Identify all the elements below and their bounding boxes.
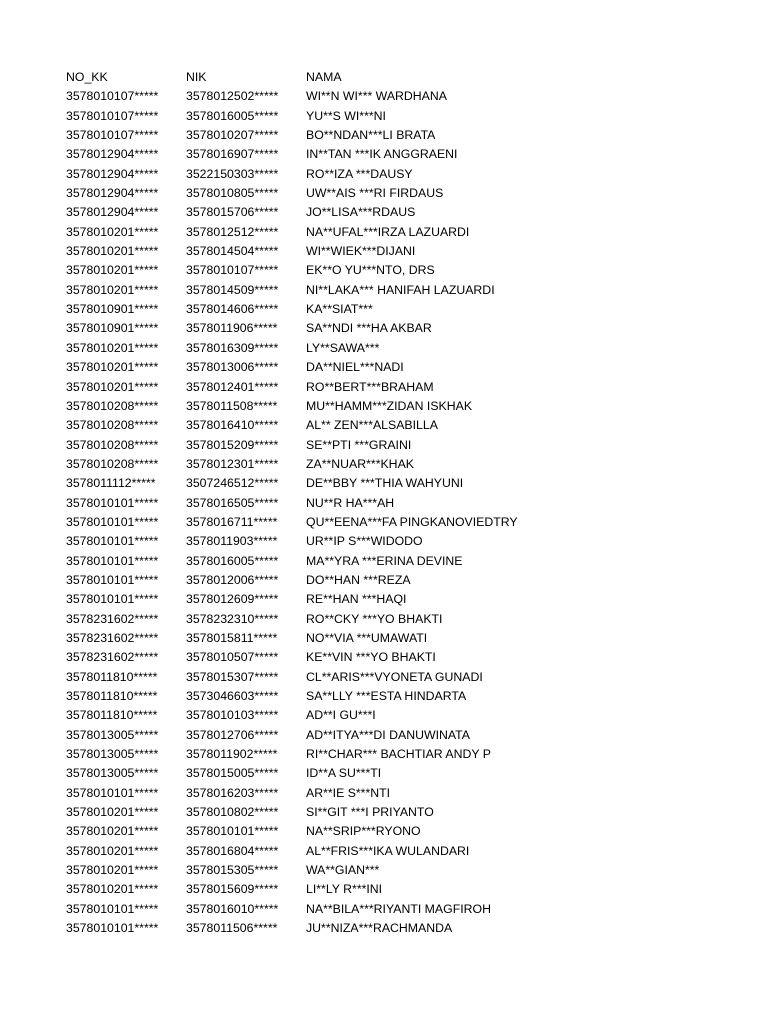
cell-no-kk: 3578010201***** xyxy=(66,224,159,239)
table-row xyxy=(66,706,726,725)
table-row xyxy=(66,455,726,474)
cell-nama: CL**ARIS***VYONETA GUNADI xyxy=(306,669,483,684)
cell-nama: RO**BERT***BRAHAM xyxy=(306,379,434,394)
cell-nama: RE**HAN ***HAQI xyxy=(306,592,407,607)
cell-nama: KA**SIAT*** xyxy=(306,302,373,317)
cell-no-kk: 3578012904***** xyxy=(66,166,159,181)
cell-nik: 3578016010***** xyxy=(186,901,279,916)
table-row xyxy=(66,436,726,455)
cell-nama: JU**NIZA***RACHMANDA xyxy=(306,921,453,936)
table-row xyxy=(66,532,726,551)
cell-nik: 3578012006***** xyxy=(186,572,279,587)
cell-nama: NA**UFAL***IRZA LAZUARDI xyxy=(306,224,470,239)
cell-no-kk: 3578011810***** xyxy=(66,708,158,723)
table-row xyxy=(66,107,726,126)
cell-no-kk: 3578010101***** xyxy=(66,514,159,529)
cell-no-kk: 3578010201***** xyxy=(66,863,159,878)
cell-nama: JO**LISA***RDAUS xyxy=(306,205,416,220)
cell-nama: NA**BILA***RIYANTI MAGFIROH xyxy=(306,901,491,916)
table-row xyxy=(66,629,726,648)
table-row xyxy=(66,281,726,300)
cell-nik: 3578010101***** xyxy=(186,824,279,839)
cell-no-kk: 3578010101***** xyxy=(66,592,159,607)
cell-no-kk: 3578010101***** xyxy=(66,901,159,916)
cell-nama: NA**SRIP***RYONO xyxy=(306,824,421,839)
cell-no-kk: 3578010208***** xyxy=(66,398,159,413)
cell-nik: 3507246512***** xyxy=(186,476,279,491)
table-row xyxy=(66,803,726,822)
cell-nik: 3578016005***** xyxy=(186,108,279,123)
table-row xyxy=(66,87,726,106)
cell-nama: WI**N WI*** WARDHANA xyxy=(306,89,447,104)
table-row xyxy=(66,726,726,745)
cell-nik: 3578011506***** xyxy=(186,921,278,936)
cell-no-kk: 3578010101***** xyxy=(66,495,159,510)
cell-nama: NI**LAKA*** HANIFAH LAZUARDI xyxy=(306,282,495,297)
cell-nama: LY**SAWA*** xyxy=(306,340,380,355)
cell-no-kk: 3578010107***** xyxy=(66,108,159,123)
table-row xyxy=(66,126,726,145)
cell-nik: 3522150303***** xyxy=(186,166,279,181)
cell-nik: 3578016309***** xyxy=(186,340,279,355)
cell-nik: 3578011902***** xyxy=(186,747,278,762)
cell-no-kk: 3578012904***** xyxy=(66,205,159,220)
table-row xyxy=(66,416,726,435)
cell-nama: DO**HAN ***REZA xyxy=(306,572,411,587)
cell-no-kk: 3578010101***** xyxy=(66,572,159,587)
cell-no-kk: 3578010208***** xyxy=(66,456,159,471)
cell-nik: 3578015209***** xyxy=(186,437,279,452)
table-row xyxy=(66,668,726,687)
cell-nama: DE**BBY ***THIA WAHYUNI xyxy=(306,476,464,491)
cell-nik: 3578015609***** xyxy=(186,882,279,897)
cell-no-kk: 3578010107***** xyxy=(66,89,159,104)
cell-no-kk: 3578011112***** xyxy=(66,476,156,491)
column-header-no-kk: NO_KK xyxy=(66,70,108,84)
table-row xyxy=(66,784,726,803)
table-row xyxy=(66,590,726,609)
cell-nik: 3578012512***** xyxy=(186,224,279,239)
cell-no-kk: 3578010201***** xyxy=(66,360,159,375)
cell-no-kk: 3578010201***** xyxy=(66,805,159,820)
table-row xyxy=(66,378,726,397)
cell-no-kk: 3578010901***** xyxy=(66,321,159,336)
table-row xyxy=(66,571,726,590)
cell-nama: SA**NDI ***HA AKBAR xyxy=(306,321,432,336)
table-header-row xyxy=(66,68,726,87)
cell-nik: 3578012609***** xyxy=(186,592,279,607)
cell-no-kk: 3578010201***** xyxy=(66,379,159,394)
table-row xyxy=(66,145,726,164)
cell-nama: UW**AIS ***RI FIRDAUS xyxy=(306,186,444,201)
table-row xyxy=(66,300,726,319)
table-row xyxy=(66,513,726,532)
cell-no-kk: 3578231602***** xyxy=(66,630,159,645)
cell-nik: 3578015307***** xyxy=(186,669,279,684)
cell-nik: 3578010805***** xyxy=(186,186,279,201)
cell-nama: UR**IP S***WIDODO xyxy=(306,534,423,549)
cell-nik: 3578010107***** xyxy=(186,263,279,278)
cell-nama: IN**TAN ***IK ANGGRAENI xyxy=(306,147,458,162)
cell-nama: RO**IZA ***DAUSY xyxy=(306,166,413,181)
cell-nama: EK**O YU***NTO, DRS xyxy=(306,263,435,278)
cell-nama: AR**IE S***NTI xyxy=(306,785,391,800)
cell-no-kk: 3578011810***** xyxy=(66,689,158,703)
table-row xyxy=(66,861,726,880)
cell-nama: AL**FRIS***IKA WULANDARI xyxy=(306,843,470,858)
cell-no-kk: 3578010201***** xyxy=(66,244,159,259)
cell-nama: KE**VIN ***YO BHAKTI xyxy=(306,650,436,665)
table-row xyxy=(66,880,726,899)
cell-no-kk: 3578010208***** xyxy=(66,437,159,452)
cell-no-kk: 3578010201***** xyxy=(66,282,159,297)
cell-nik: 3578012706***** xyxy=(186,727,279,742)
cell-no-kk: 3578010101***** xyxy=(66,534,159,549)
table-row xyxy=(66,552,726,571)
cell-nik: 3578014606***** xyxy=(186,302,279,317)
table-row xyxy=(66,900,726,919)
table-row xyxy=(66,764,726,783)
cell-nik: 3578014504***** xyxy=(186,244,279,259)
cell-nik: 3578015706***** xyxy=(186,205,279,220)
cell-nama: NU**R HA***AH xyxy=(306,495,395,510)
table-body xyxy=(66,87,726,938)
cell-nama: YU**S WI***NI xyxy=(306,108,386,123)
cell-nik: 3578016005***** xyxy=(186,553,279,568)
cell-nama: RO**CKY ***YO BHAKTI xyxy=(306,611,443,626)
cell-no-kk: 3578010201***** xyxy=(66,340,159,355)
cell-no-kk: 3578013005***** xyxy=(66,727,159,742)
table-row xyxy=(66,319,726,338)
cell-nama: ZA**NUAR***KHAK xyxy=(306,456,414,471)
column-header-nama: NAMA xyxy=(306,70,342,84)
cell-no-kk: 3578010201***** xyxy=(66,843,159,858)
cell-nama: LI**LY R***INI xyxy=(306,882,383,897)
table-row xyxy=(66,184,726,203)
cell-no-kk: 3578010107***** xyxy=(66,128,159,143)
cell-nama: DA**NIEL***NADI xyxy=(306,360,404,375)
cell-no-kk: 3578010901***** xyxy=(66,302,159,317)
table-row xyxy=(66,165,726,184)
cell-nik: 3578012401***** xyxy=(186,379,279,394)
table-row xyxy=(66,919,726,938)
cell-no-kk: 3578010201***** xyxy=(66,882,159,897)
cell-nama: MU**HAMM***ZIDAN ISKHAK xyxy=(306,398,473,413)
table-row xyxy=(66,842,726,861)
table-row xyxy=(66,358,726,377)
cell-nama: QU**EENA***FA PINGKANOVIEDTRY xyxy=(306,514,518,529)
cell-no-kk: 3578013005***** xyxy=(66,747,159,762)
table-row xyxy=(66,494,726,513)
cell-nik: 3578010103***** xyxy=(186,708,279,723)
table-row xyxy=(66,610,726,629)
cell-no-kk: 3578010201***** xyxy=(66,824,159,839)
cell-nik: 3578016804***** xyxy=(186,843,279,858)
cell-no-kk: 3578010201***** xyxy=(66,263,159,278)
table-row xyxy=(66,745,726,764)
cell-no-kk: 3578010101***** xyxy=(66,921,159,936)
cell-nama: AD**I GU***I xyxy=(306,708,376,723)
table-row xyxy=(66,822,726,841)
cell-nama: BO**NDAN***LI BRATA xyxy=(306,128,436,143)
table-row xyxy=(66,339,726,358)
cell-no-kk: 3578011810***** xyxy=(66,669,158,684)
data-table xyxy=(66,68,726,938)
table-row xyxy=(66,261,726,280)
cell-nama: SA**LLY ***ESTA HINDARTA xyxy=(306,689,467,703)
cell-no-kk: 3578012904***** xyxy=(66,147,159,162)
cell-nik: 3578010207***** xyxy=(186,128,279,143)
cell-no-kk: 3578012904***** xyxy=(66,186,159,201)
cell-nama: WA**GIAN*** xyxy=(306,863,380,878)
cell-no-kk: 3578010101***** xyxy=(66,785,159,800)
table-row xyxy=(66,223,726,242)
cell-no-kk: 3578010101***** xyxy=(66,553,159,568)
cell-no-kk: 3578013005***** xyxy=(66,766,159,781)
table-row xyxy=(66,242,726,261)
table-row xyxy=(66,203,726,222)
cell-nik: 3578015305***** xyxy=(186,863,279,878)
cell-no-kk: 3578010208***** xyxy=(66,418,159,433)
cell-nik: 3578016505***** xyxy=(186,495,279,510)
cell-nik: 3578013006***** xyxy=(186,360,279,375)
cell-no-kk: 3578231602***** xyxy=(66,611,159,626)
cell-nama: AL** ZEN***ALSABILLA xyxy=(306,418,438,433)
cell-nik: 3578014509***** xyxy=(186,282,279,297)
table-row xyxy=(66,397,726,416)
cell-nama: SE**PTI ***GRAINI xyxy=(306,437,412,452)
cell-nik: 3578232310***** xyxy=(186,611,279,626)
cell-nama: ID**A SU***TI xyxy=(306,766,382,781)
table-row xyxy=(66,648,726,667)
column-header-nik: NIK xyxy=(186,70,207,84)
cell-nik: 3578010507***** xyxy=(186,650,279,665)
cell-no-kk: 3578231602***** xyxy=(66,650,159,665)
cell-nik: 3578015005***** xyxy=(186,766,279,781)
cell-nama: AD**ITYA***DI DANUWINATA xyxy=(306,727,470,742)
cell-nik: 3578011903***** xyxy=(186,534,278,549)
cell-nik: 3578015811***** xyxy=(186,630,278,645)
cell-nik: 3578016907***** xyxy=(186,147,279,162)
cell-nik: 3578016410***** xyxy=(186,418,279,433)
cell-nik: 3578012502***** xyxy=(186,89,279,104)
cell-nik: 3578016203***** xyxy=(186,785,279,800)
cell-nik: 3578011508***** xyxy=(186,398,278,413)
table-row xyxy=(66,687,726,706)
cell-nik: 3578016711***** xyxy=(186,514,278,529)
cell-nama: RI**CHAR*** BACHTIAR ANDY P xyxy=(306,747,491,762)
cell-nama: WI**WIEK***DIJANI xyxy=(306,244,416,259)
cell-nama: MA**YRA ***ERINA DEVINE xyxy=(306,553,463,568)
cell-nik: 3573046603***** xyxy=(186,689,279,703)
cell-nama: NO**VIA ***UMAWATI xyxy=(306,630,428,645)
cell-nama: SI**GIT ***I PRIYANTO xyxy=(306,805,434,820)
cell-nik: 3578010802***** xyxy=(186,805,279,820)
cell-nik: 3578012301***** xyxy=(186,456,279,471)
table-row xyxy=(66,474,726,493)
cell-nik: 3578011906***** xyxy=(186,321,278,336)
